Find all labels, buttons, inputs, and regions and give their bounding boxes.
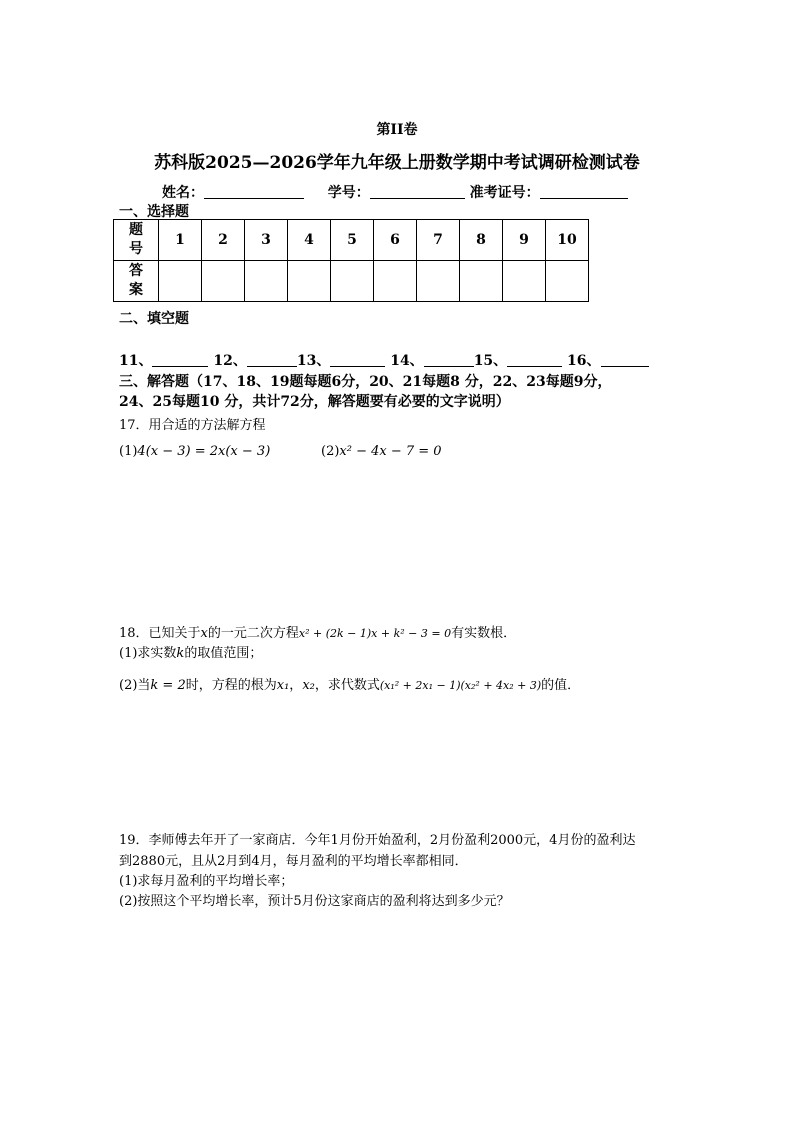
question-number: 8 bbox=[460, 220, 503, 261]
question-number: 4 bbox=[288, 220, 331, 261]
blank-label: 16、 bbox=[567, 353, 601, 369]
volume-label: 第II卷 bbox=[376, 122, 418, 138]
q17-part2 bbox=[321, 444, 442, 459]
q18-expression: (x₁² + 2x₁ − 1)(x₂² + 4x₂ + 3) bbox=[379, 679, 542, 692]
question-number: 1 bbox=[159, 220, 202, 261]
student-info-line bbox=[162, 182, 628, 202]
q19-line2: 到2880元，且从2月到4月，每月盈利的平均增长率都相同． bbox=[119, 854, 468, 869]
blank-label: 11、 bbox=[119, 353, 153, 369]
q17-part2-label: (2) bbox=[321, 444, 340, 459]
blank-label: 14、 bbox=[390, 353, 424, 369]
section3-heading-line2: 24、25每题10 分，共计72分，解答题要有必要的文字说明） bbox=[119, 394, 510, 410]
exam-title: 苏科版2025—2026学年九年级上册数学期中考试调研检测试卷 bbox=[154, 153, 640, 173]
q17-part1 bbox=[119, 444, 270, 459]
section1-heading: 一、选择题 bbox=[119, 204, 189, 220]
q19-part1: (1)求每月盈利的平均增长率； bbox=[119, 874, 294, 889]
q17-stem: 17．用合适的方法解方程 bbox=[119, 418, 266, 433]
q17-part2-equation: x² − 4x − 7 = 0 bbox=[339, 444, 442, 459]
answer-cell[interactable] bbox=[159, 261, 202, 302]
k-value: k = 2 bbox=[150, 678, 186, 693]
number-row bbox=[114, 220, 589, 261]
student-id-label: 学号： bbox=[327, 185, 370, 201]
blank-label: 15、 bbox=[473, 353, 508, 369]
variable-k: k bbox=[176, 646, 185, 661]
q17-part1-equation: 4(x − 3) = 2x(x − 3) bbox=[137, 444, 271, 459]
answer-cell[interactable] bbox=[546, 261, 589, 302]
exam-number-field[interactable] bbox=[540, 184, 628, 199]
question-number: 2 bbox=[202, 220, 245, 261]
name-field[interactable] bbox=[204, 184, 304, 199]
answer-table bbox=[113, 219, 589, 302]
row-label-answer: 答 案 bbox=[114, 261, 159, 302]
answer-cell[interactable] bbox=[331, 261, 374, 302]
blank-field[interactable] bbox=[601, 352, 649, 367]
question-number: 6 bbox=[374, 220, 417, 261]
blank-field[interactable] bbox=[330, 352, 385, 367]
blank-field[interactable] bbox=[507, 352, 562, 367]
blank-field[interactable] bbox=[247, 352, 297, 367]
root-x2: x₂ bbox=[302, 678, 315, 693]
answer-cell[interactable] bbox=[417, 261, 460, 302]
q18-part1: (1)求实数k的取值范围； bbox=[119, 646, 263, 661]
name-label: 姓名： bbox=[162, 185, 204, 201]
blank-field[interactable] bbox=[152, 352, 208, 367]
blank-field[interactable] bbox=[424, 352, 474, 367]
question-number: 3 bbox=[245, 220, 288, 261]
q19-line1: 19．李师傅去年开了一家商店．今年1月份开始盈利，2月份盈利2000元，4月份的盈利达 bbox=[119, 833, 636, 848]
section2-heading: 二、填空题 bbox=[119, 311, 189, 327]
fill-blank-line bbox=[119, 350, 649, 370]
answer-cell[interactable] bbox=[288, 261, 331, 302]
section3-heading-line1: 三、解答题（17、18、19题每题6分，20、21每题8 分，22、23每题9分， bbox=[119, 374, 612, 390]
answer-cell[interactable] bbox=[503, 261, 546, 302]
question-number: 9 bbox=[503, 220, 546, 261]
q17-part1-label: (1) bbox=[119, 444, 138, 459]
exam-number-label: 准考证号： bbox=[469, 185, 540, 201]
answer-cell[interactable] bbox=[374, 261, 417, 302]
blank-label: 13、 bbox=[296, 353, 331, 369]
answer-row bbox=[114, 261, 589, 302]
student-id-field[interactable] bbox=[370, 184, 465, 199]
q19-part2: (2)按照这个平均增长率，预计5月份这家商店的盈利将达到多少元？ bbox=[119, 894, 510, 909]
blank-label: 12、 bbox=[213, 353, 247, 369]
q18-part2: (2)当k = 2时，方程的根为x₁，x₂，求代数式(x₁² + 2x₁ − 1)(x₂² + 4x₂ + 3)的值． bbox=[119, 678, 581, 693]
q18-stem: 18．已知关于x的一元二次方程x² + (2k − 1)x + k² − 3 = 0有实数根． bbox=[119, 626, 517, 641]
question-number: 5 bbox=[331, 220, 374, 261]
question-number: 7 bbox=[417, 220, 460, 261]
answer-cell[interactable] bbox=[245, 261, 288, 302]
answer-cell[interactable] bbox=[202, 261, 245, 302]
root-x1: x₁ bbox=[276, 678, 290, 693]
row-label-number: 题 号 bbox=[114, 220, 159, 261]
q18-equation: x² + (2k − 1)x + k² − 3 = 0 bbox=[298, 627, 452, 640]
variable-x: x bbox=[200, 626, 208, 641]
question-number: 10 bbox=[546, 220, 589, 261]
answer-cell[interactable] bbox=[460, 261, 503, 302]
